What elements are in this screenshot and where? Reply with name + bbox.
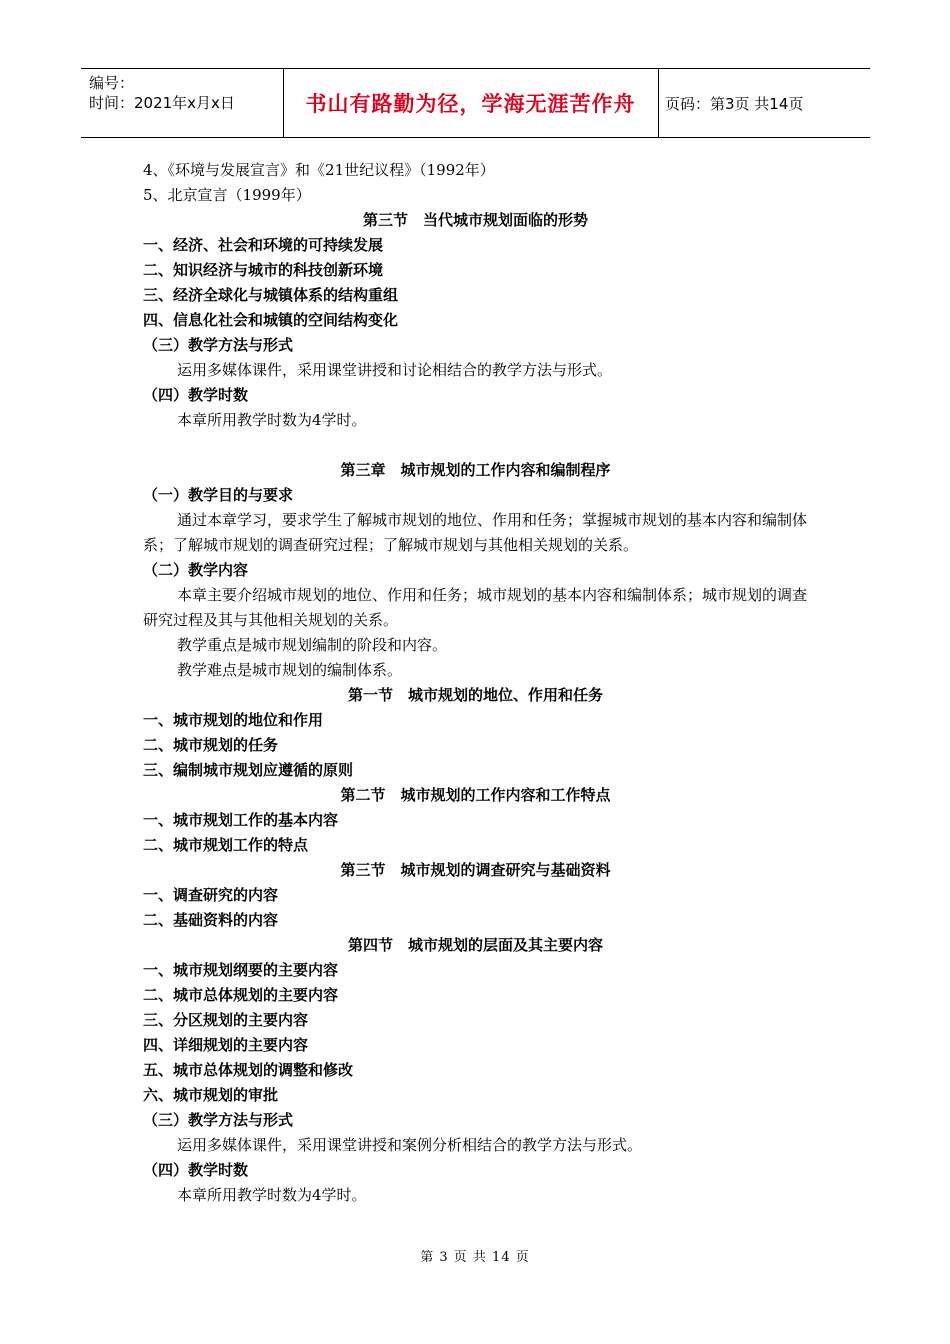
paragraph: 运用多媒体课件，采用课堂讲授和案例分析相结合的教学方法与形式。 bbox=[177, 1136, 643, 1154]
paragraph: 通过本章学习，要求学生了解城市规划的地位、作用和任务；掌握城市规划的基本内容和编制体系；了解城市规划的调查研究过程；了解城市规划与其他相关规划的关系。 bbox=[143, 511, 808, 554]
subsection-heading: （一）教学目的与要求 bbox=[143, 486, 294, 504]
outline-item: 三、经济全球化与城镇体系的结构重组 bbox=[143, 286, 399, 304]
outline-item: 一、调查研究的内容 bbox=[143, 886, 279, 904]
section-heading: 第三节 当代城市规划面临的形势 bbox=[362, 211, 588, 229]
list-item: 4、《环境与发展宣言》和《21世纪议程》（1992年） bbox=[143, 161, 495, 179]
outline-item: 三、编制城市规划应遵循的原则 bbox=[143, 761, 354, 779]
outline-item: 四、信息化社会和城镇的空间结构变化 bbox=[143, 311, 399, 329]
document-number-label: 编号： bbox=[89, 74, 135, 92]
outline-item: 二、知识经济与城市的科技创新环境 bbox=[143, 261, 384, 279]
subsection-heading: （三）教学方法与形式 bbox=[143, 1111, 294, 1129]
subsection-heading: （四）教学时数 bbox=[143, 386, 249, 404]
section-heading: 第三节 城市规划的调查研究与基础资料 bbox=[340, 861, 611, 879]
outline-item: 四、详细规划的主要内容 bbox=[143, 1036, 309, 1054]
paragraph: 教学重点是城市规划编制的阶段和内容。 bbox=[177, 636, 448, 654]
list-item: 5、北京宣言（1999年） bbox=[143, 186, 311, 204]
paragraph: 运用多媒体课件，采用课堂讲授和讨论相结合的教学方法与形式。 bbox=[177, 361, 613, 379]
outline-item: 五、城市总体规划的调整和修改 bbox=[143, 1061, 354, 1079]
paragraph: 本章所用教学时数为4学时。 bbox=[177, 1186, 367, 1204]
outline-item: 三、分区规划的主要内容 bbox=[143, 1011, 309, 1029]
outline-item: 一、城市规划的地位和作用 bbox=[143, 711, 324, 729]
subsection-heading: （三）教学方法与形式 bbox=[143, 336, 294, 354]
paragraph: 本章所用教学时数为4学时。 bbox=[177, 411, 367, 429]
subsection-heading: （四）教学时数 bbox=[143, 1161, 249, 1179]
document-body bbox=[143, 158, 808, 1208]
outline-item: 一、城市规划纲要的主要内容 bbox=[143, 961, 339, 979]
paragraph: 本章主要介绍城市规划的地位、作用和任务；城市规划的基本内容和编制体系；城市规划的调查研究过程及其与其他相关规划的关系。 bbox=[143, 586, 808, 629]
subsection-heading: （二）教学内容 bbox=[143, 561, 249, 579]
page-header bbox=[81, 68, 870, 138]
chapter-heading: 第三章 城市规划的工作内容和编制程序 bbox=[340, 461, 611, 479]
page-footer: 第 3 页 共 14 页 bbox=[420, 1250, 530, 1265]
header-meta bbox=[89, 73, 235, 113]
section-heading: 第一节 城市规划的地位、作用和任务 bbox=[347, 686, 603, 704]
paragraph: 教学难点是城市规划的编制体系。 bbox=[177, 661, 403, 679]
section-heading: 第四节 城市规划的层面及其主要内容 bbox=[347, 936, 603, 954]
outline-item: 二、城市总体规划的主要内容 bbox=[143, 986, 339, 1004]
outline-item: 一、城市规划工作的基本内容 bbox=[143, 811, 339, 829]
spacer bbox=[143, 433, 808, 458]
document-date-label: 时间：2021年x月x日 bbox=[89, 94, 235, 112]
header-divider bbox=[658, 69, 659, 137]
outline-item: 二、城市规划工作的特点 bbox=[143, 836, 309, 854]
header-page-number: 页码：第3页 共14页 bbox=[665, 95, 804, 113]
outline-item: 六、城市规划的审批 bbox=[143, 1086, 279, 1104]
header-motto: 书山有路勤为径，学海无涯苦作舟 bbox=[305, 92, 636, 116]
outline-item: 二、基础资料的内容 bbox=[143, 911, 279, 929]
outline-item: 一、经济、社会和环境的可持续发展 bbox=[143, 236, 384, 254]
section-heading: 第二节 城市规划的工作内容和工作特点 bbox=[340, 786, 611, 804]
outline-item: 二、城市规划的任务 bbox=[143, 736, 279, 754]
